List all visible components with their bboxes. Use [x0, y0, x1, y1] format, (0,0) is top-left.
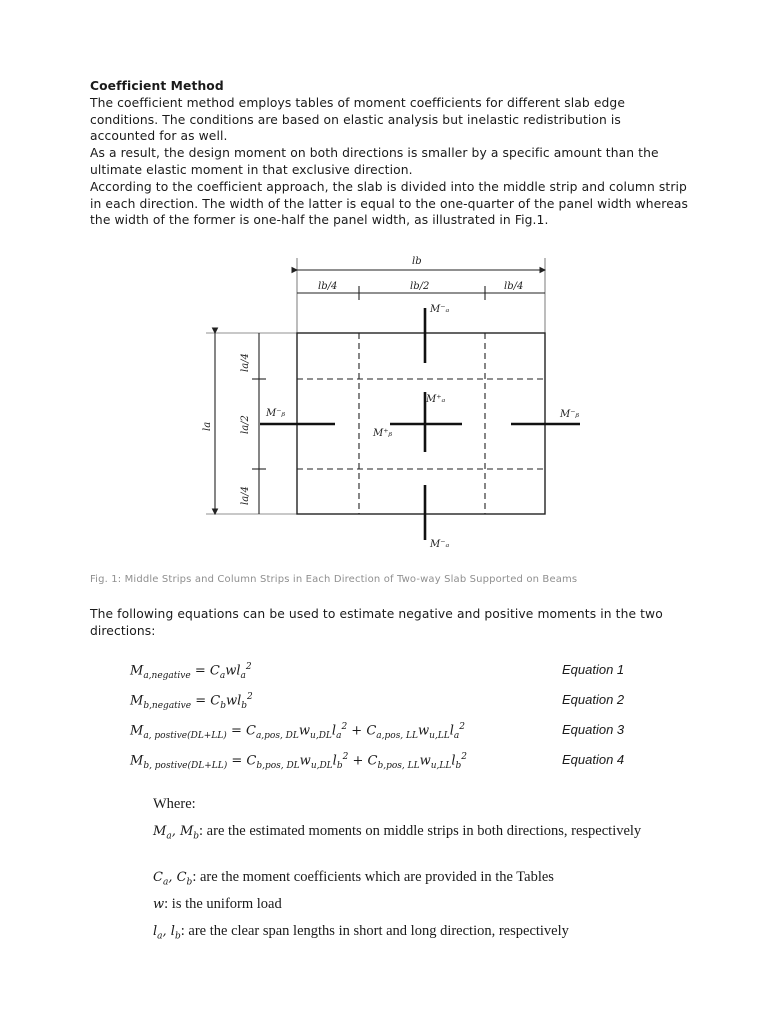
label-la-quarter-bottom: la/4 — [240, 486, 251, 505]
figure-caption: Fig. 1: Middle Strips and Column Strips in Each Direction of Two-way Slab Supported on Beams — [90, 574, 578, 585]
equation-2-formula: $M_{b,negative} = C_bwl_b^2$ — [130, 692, 253, 711]
where-ca-cb: $C_a$, $C_b$: are the moment coefficients which are provided in the Tables — [153, 869, 554, 888]
where-la-lb-text: : are the clear span lengths in short and long direction, respectively — [180, 923, 569, 939]
equation-1 — [130, 662, 650, 684]
label-la-half: la/2 — [240, 415, 251, 434]
equation-2-label: Equation 2 — [562, 692, 625, 707]
equations-intro: The following equations can be used to estimate negative and positive moments in the two directions: — [90, 607, 663, 638]
label-lb-quarter-left: lb/4 — [318, 281, 338, 292]
label-lb: lb — [412, 256, 422, 267]
label-mb-pos: M⁺ᵦ — [373, 428, 393, 439]
equation-4-label: Equation 4 — [562, 752, 625, 767]
paragraph-1: The coefficient method employs tables of moment coefficients for different slab edge conditions. The conditions are based on elastic analysis but inelastic redistribution is accounted for as well. — [90, 95, 625, 144]
equation-3-formula: $M_{a, postive(DL+LL)} = C_{a,pos, DL}w_{u,DL}l_a^2 + C_{a,pos, LL}w_{u,LL}l_a^2$ — [130, 722, 466, 741]
where-w: w: is the uniform load — [153, 896, 282, 912]
where-title: Where: — [153, 796, 196, 812]
label-lb-quarter-right: lb/4 — [504, 281, 524, 292]
label-mb-neg-left: M⁻ᵦ — [266, 408, 286, 419]
equation-4-formula: $M_{b, postive(DL+LL)} = C_{b,pos, DL}w_{u,DL}l_b^2 + C_{b,pos, LL}w_{u,LL}l_b^2$ — [130, 752, 467, 771]
where-w-text: : is the uniform load — [164, 896, 282, 912]
where-ca-cb-text: : are the moment coefficients which are provided in the Tables — [192, 869, 554, 885]
equation-3-label: Equation 3 — [562, 722, 625, 737]
label-la-quarter-top: la/4 — [240, 353, 251, 372]
slab-strips-diagram — [195, 248, 580, 553]
paragraph-3: According to the coefficient approach, the slab is divided into the middle strip and column strip in each direction. The width of the latter is equal to the one-quarter of the panel width whereas the width of the former is one-half the panel width, as illustrated in Fig.1. — [90, 179, 688, 228]
equation-3 — [130, 722, 650, 744]
where-ma-mb-text: : are the estimated moments on middle strips in both directions, respectively — [199, 823, 642, 839]
label-ma-neg-bottom: M⁻ₐ — [430, 539, 450, 550]
equation-2 — [130, 692, 650, 714]
equation-1-formula: $M_{a,negative} = C_awl_a^2$ — [130, 662, 252, 681]
section-heading: Coefficient Method — [90, 79, 224, 93]
equation-4 — [130, 752, 650, 774]
label-ma-pos: M⁺ₐ — [426, 394, 446, 405]
label-ma-neg-top: M⁻ₐ — [430, 304, 450, 315]
label-lb-half: lb/2 — [410, 281, 430, 292]
where-la-lb: $l_a$, $l_b$: are the clear span lengths in short and long direction, respectively — [153, 923, 569, 942]
paragraph-2: As a result, the design moment on both directions is smaller by a specific amount than the ultimate elastic moment in that exclusive direction. — [90, 146, 659, 177]
label-la: la — [202, 421, 213, 431]
where-ma-mb: $M_a$, $M_b$: are the estimated moments on middle strips in both directions, respectively — [153, 823, 642, 842]
intro-text — [90, 78, 690, 229]
label-mb-neg-right: M⁻ᵦ — [560, 409, 580, 420]
equation-1-label: Equation 1 — [562, 662, 625, 677]
